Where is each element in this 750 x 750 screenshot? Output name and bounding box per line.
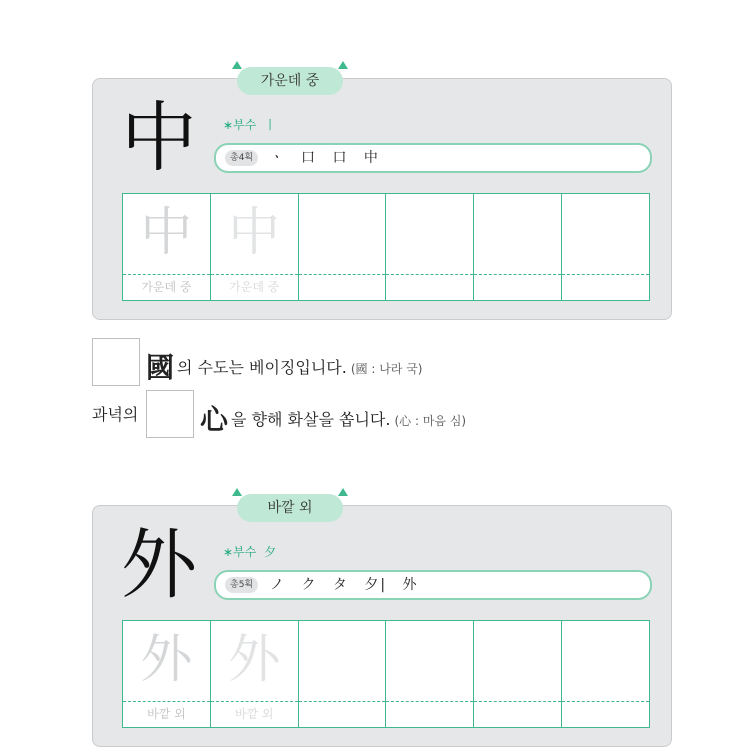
main-hanja: 中 [121, 93, 197, 182]
sentence-prefix: 과녁의 [92, 405, 139, 424]
guide-line [386, 274, 473, 275]
practice-cell-empty[interactable] [562, 194, 649, 300]
stroke-step: ㆍ [270, 150, 286, 166]
practice-cell-trace[interactable] [123, 194, 211, 300]
guide-line [562, 274, 649, 275]
stroke-step: 外 [402, 577, 419, 593]
radical-value: 丨 [264, 118, 277, 132]
main-hanja: 外 [121, 520, 197, 609]
sentence-text: 을 향해 화살을 쏩니다. [231, 410, 391, 429]
stroke-step: ク [301, 577, 318, 593]
sentence-hint: (心 : 마음 심) [394, 414, 467, 428]
practice-cell-empty[interactable] [386, 621, 474, 727]
radical-label: ∗부수 [223, 118, 257, 132]
trace-hanja: 中 [228, 203, 281, 263]
answer-box-2[interactable] [146, 390, 194, 438]
hanja-card-jung [92, 73, 672, 320]
stroke-order-bar [214, 143, 652, 173]
guide-line [474, 274, 561, 275]
card-title-tab [237, 63, 343, 97]
exercise-sentence-2 [200, 398, 466, 438]
practice-cell-trace[interactable] [211, 621, 299, 727]
stroke-sequence [270, 148, 389, 168]
writing-practice-grid [122, 193, 650, 301]
sentence-hint: (國 : 나라 국) [350, 362, 423, 376]
hanja-card-oe [92, 500, 672, 747]
trace-reading: 가운데 중 [141, 280, 192, 294]
practice-cell-empty[interactable] [474, 194, 562, 300]
stroke-step: タ [332, 577, 349, 593]
writing-practice-grid [122, 620, 650, 728]
stroke-order-bar [214, 570, 652, 600]
trace-reading: 바깥 외 [234, 707, 274, 721]
stroke-step: 中 [363, 150, 380, 166]
guide-line [211, 701, 298, 702]
stroke-step: 口 [332, 150, 349, 166]
radical-label: ∗부수 [223, 545, 257, 559]
guide-line [299, 274, 386, 275]
practice-cell-empty[interactable] [562, 621, 649, 727]
exercise-sentence-1 [146, 346, 422, 386]
radical-info [223, 543, 276, 560]
guide-line [123, 274, 210, 275]
guide-line [211, 274, 298, 275]
practice-cell-trace[interactable] [123, 621, 211, 727]
radical-info [223, 116, 276, 133]
answer-box-1[interactable] [92, 338, 140, 386]
sentence-text: 의 수도는 베이징입니다. [177, 358, 347, 377]
card-title-tab [237, 490, 343, 524]
trace-hanja: 中 [140, 203, 193, 263]
stroke-sequence [270, 575, 428, 595]
stroke-step: 夕| [364, 577, 388, 593]
practice-cell-empty[interactable] [386, 194, 474, 300]
practice-cell-empty[interactable] [474, 621, 562, 727]
guide-line [386, 701, 473, 702]
radical-value: 夕 [264, 545, 277, 559]
practice-cell-empty[interactable] [299, 621, 387, 727]
trace-hanja: 外 [228, 630, 281, 690]
practice-cell-empty[interactable] [299, 194, 387, 300]
sentence-hanja: 心 [200, 403, 229, 436]
guide-line [123, 701, 210, 702]
trace-reading: 바깥 외 [147, 707, 186, 721]
guide-line [474, 701, 561, 702]
card-title: 바깥 외 [267, 500, 313, 516]
stroke-step: ノ [270, 577, 286, 593]
practice-cell-trace[interactable] [211, 194, 299, 300]
card-title: 가운데 중 [260, 73, 320, 89]
stroke-count-badge: 총5획 [225, 577, 258, 593]
stroke-count-badge: 총4획 [225, 150, 258, 166]
sentence-hanja: 國 [146, 351, 175, 384]
guide-line [562, 701, 649, 702]
stroke-step: 口 [300, 150, 317, 166]
trace-hanja: 外 [140, 630, 193, 690]
trace-reading: 가운데 중 [229, 280, 280, 294]
guide-line [299, 701, 386, 702]
